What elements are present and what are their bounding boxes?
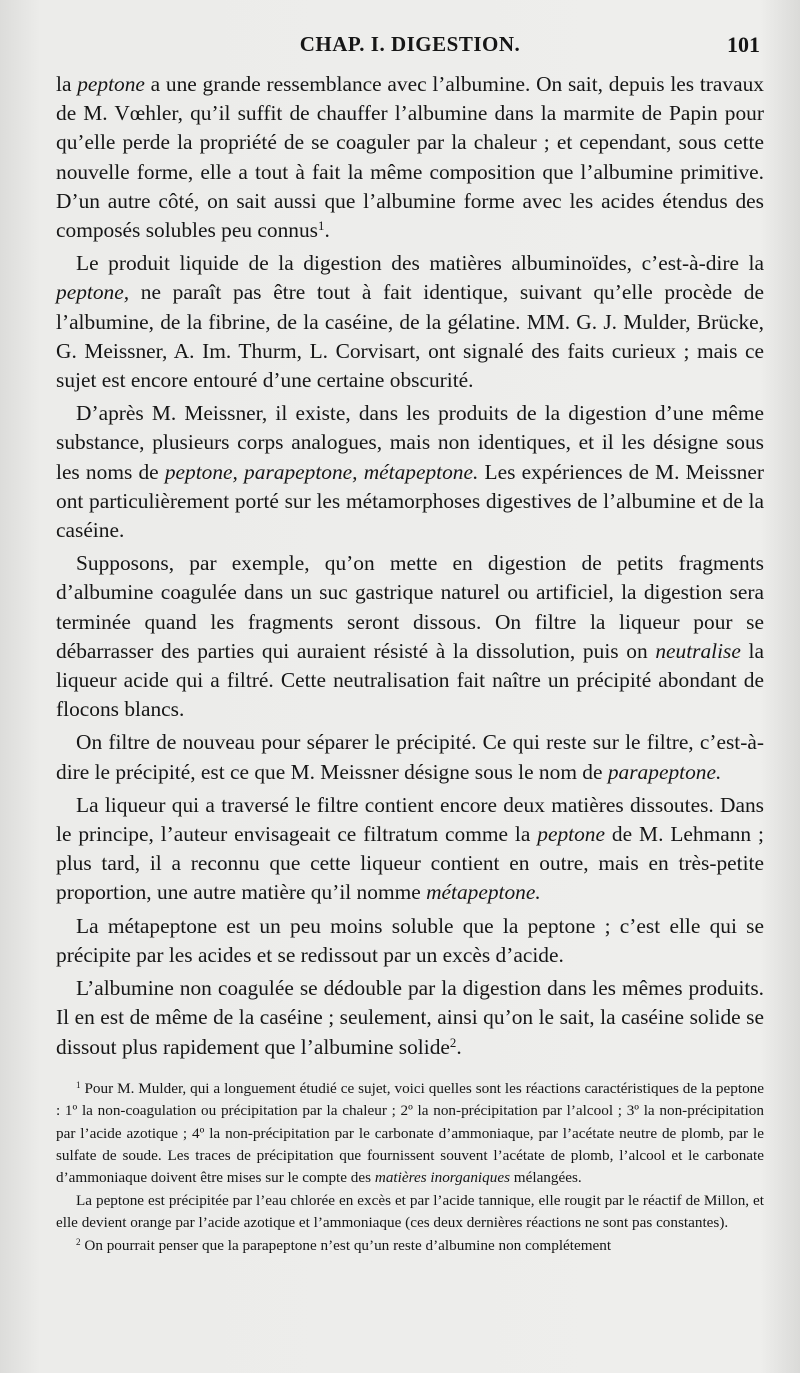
paragraph: Le produit liquide de la digestion des matières albuminoïdes, c’est-à-dire la peptone, ne paraît pas être tout à fait identique, suivant qu’elle procède de l’albumine, de la fibrine, de la caséine, de la gélatine. MM. G. J. Mulder, Brücke, G. Meissner, A. Im. Thurm, L. Corvisart, ont signalé des faits curieux ; mais ce sujet est encore entouré d’une certaine obscurité. xyxy=(56,251,764,393)
running-head: CHAP. I. DIGESTION. xyxy=(299,32,521,56)
paragraph: La métapeptone est un peu moins soluble que la peptone ; c’est elle qui se précipite par les acides et se redissout par un excès d’acide. xyxy=(56,913,764,967)
paragraph: L’albumine non coagulée se dédouble par la digestion dans les mêmes produits. Il en est de même de la caséine ; seulement, ainsi qu’on le sait, la caséine solide se dissout plus rapidement que l’albumine solide$^2$. xyxy=(56,976,764,1059)
body-text xyxy=(56,70,764,1062)
italic-term: neutralise xyxy=(655,638,741,663)
page-number: 101 xyxy=(727,32,760,57)
italic-term: peptone xyxy=(537,822,605,847)
footnote-marker: 2 xyxy=(449,1035,457,1050)
footnote: $^2$ On pourrait penser que la parapeptone n’est qu’un reste d’albumine non complétement xyxy=(76,1236,612,1254)
footnote: $^1$ Pour M. Mulder, qui a longuement étudié ce sujet, voici quelles sont les réactions caractéristiques de la peptone : 1º la non-coagulation ou précipitation par la chaleur ; 2º la non-précipitation par l’alcool ; 3º la non-précipitation par l’acide azotique ; 4º la non-précipitation par le carbonate d’ammoniaque, par l’acétate neutre de plomb, par le sulfate de soude. Les traces de précipitation que fournissent souvent l’acétate de plomb, l’alcool et le carbonate d’ammoniaque doivent être mises sur le compte des matières inorganiques mélangées. xyxy=(56,1079,764,1187)
footnote-marker: 1 xyxy=(318,218,325,233)
page-header xyxy=(56,28,764,64)
italic-term: peptone, xyxy=(56,280,130,305)
italic-term: métapeptone. xyxy=(426,880,541,905)
footnote: La peptone est précipitée par l’eau chlorée en excès et par l’acide tannique, elle rougit par le réactif de Millon, et elle devient orange par l’acide azotique et l’ammoniaque (ces deux dernières réactions ne sont pas constantes). xyxy=(56,1191,764,1232)
italic-term: matières inorganiques xyxy=(374,1169,510,1187)
paragraph: La liqueur qui a traversé le filtre contient encore deux matières dissoutes. Dans le principe, l’auteur envisageait ce filtratum comme la peptone de M. Lehmann ; plus tard, il a reconnu que cette liqueur contient en outre, mais en très-petite proportion, une autre matière qu’il nomme métapeptone. xyxy=(56,792,764,905)
italic-term: peptone xyxy=(77,72,145,96)
paragraph: D’après M. Meissner, il existe, dans les produits de la digestion d’une même substance, plusieurs corps analogues, mais non identiques, et il les désigne sous les noms de peptone, parapeptone, métapeptone. Les expériences de M. Meissner ont particulièrement porté sur les métamorphoses digestives de l’albumine et de la caséine. xyxy=(56,401,764,543)
paragraph: On filtre de nouveau pour séparer le précipité. Ce qui reste sur le filtre, c’est-à-dire le précipité, est ce que M. Meissner désigne sous le nom de parapeptone. xyxy=(56,730,764,784)
footnotes xyxy=(56,1078,764,1257)
italic-term: parapeptone. xyxy=(607,759,722,784)
paragraph: Supposons, par exemple, qu’on mette en digestion de petits fragments d’albumine coagulée dans un suc gastrique naturel ou artificiel, la digestion sera terminée quand les fragments seront dissous. On filtre la liqueur pour se débarrasser des parties qui auraient résisté à la dissolution, puis on neutralise la liqueur acide qui a filtré. Cette neutralisation fait naître un précipité abondant de flocons blancs. xyxy=(56,551,764,722)
footnote-marker: 2 xyxy=(76,1236,81,1247)
footnote-marker: 1 xyxy=(76,1079,81,1090)
paragraph: la peptone a une grande ressemblance avec l’albumine. On sait, depuis les travaux de M. Vœhler, qu’il suffit de chauffer l’albumine dans la marmite de Papin pour qu’elle perde la propriété de se coaguler par la chaleur ; et cependant, sous cette nouvelle forme, elle a tout à fait la même composition que l’albumine primitive. D’un autre côté, on sait aussi que l’albumine forme avec les acides étendus des composés solubles peu connus$^1$. xyxy=(56,72,764,243)
italic-term: peptone, parapeptone, métapeptone. xyxy=(164,459,479,484)
